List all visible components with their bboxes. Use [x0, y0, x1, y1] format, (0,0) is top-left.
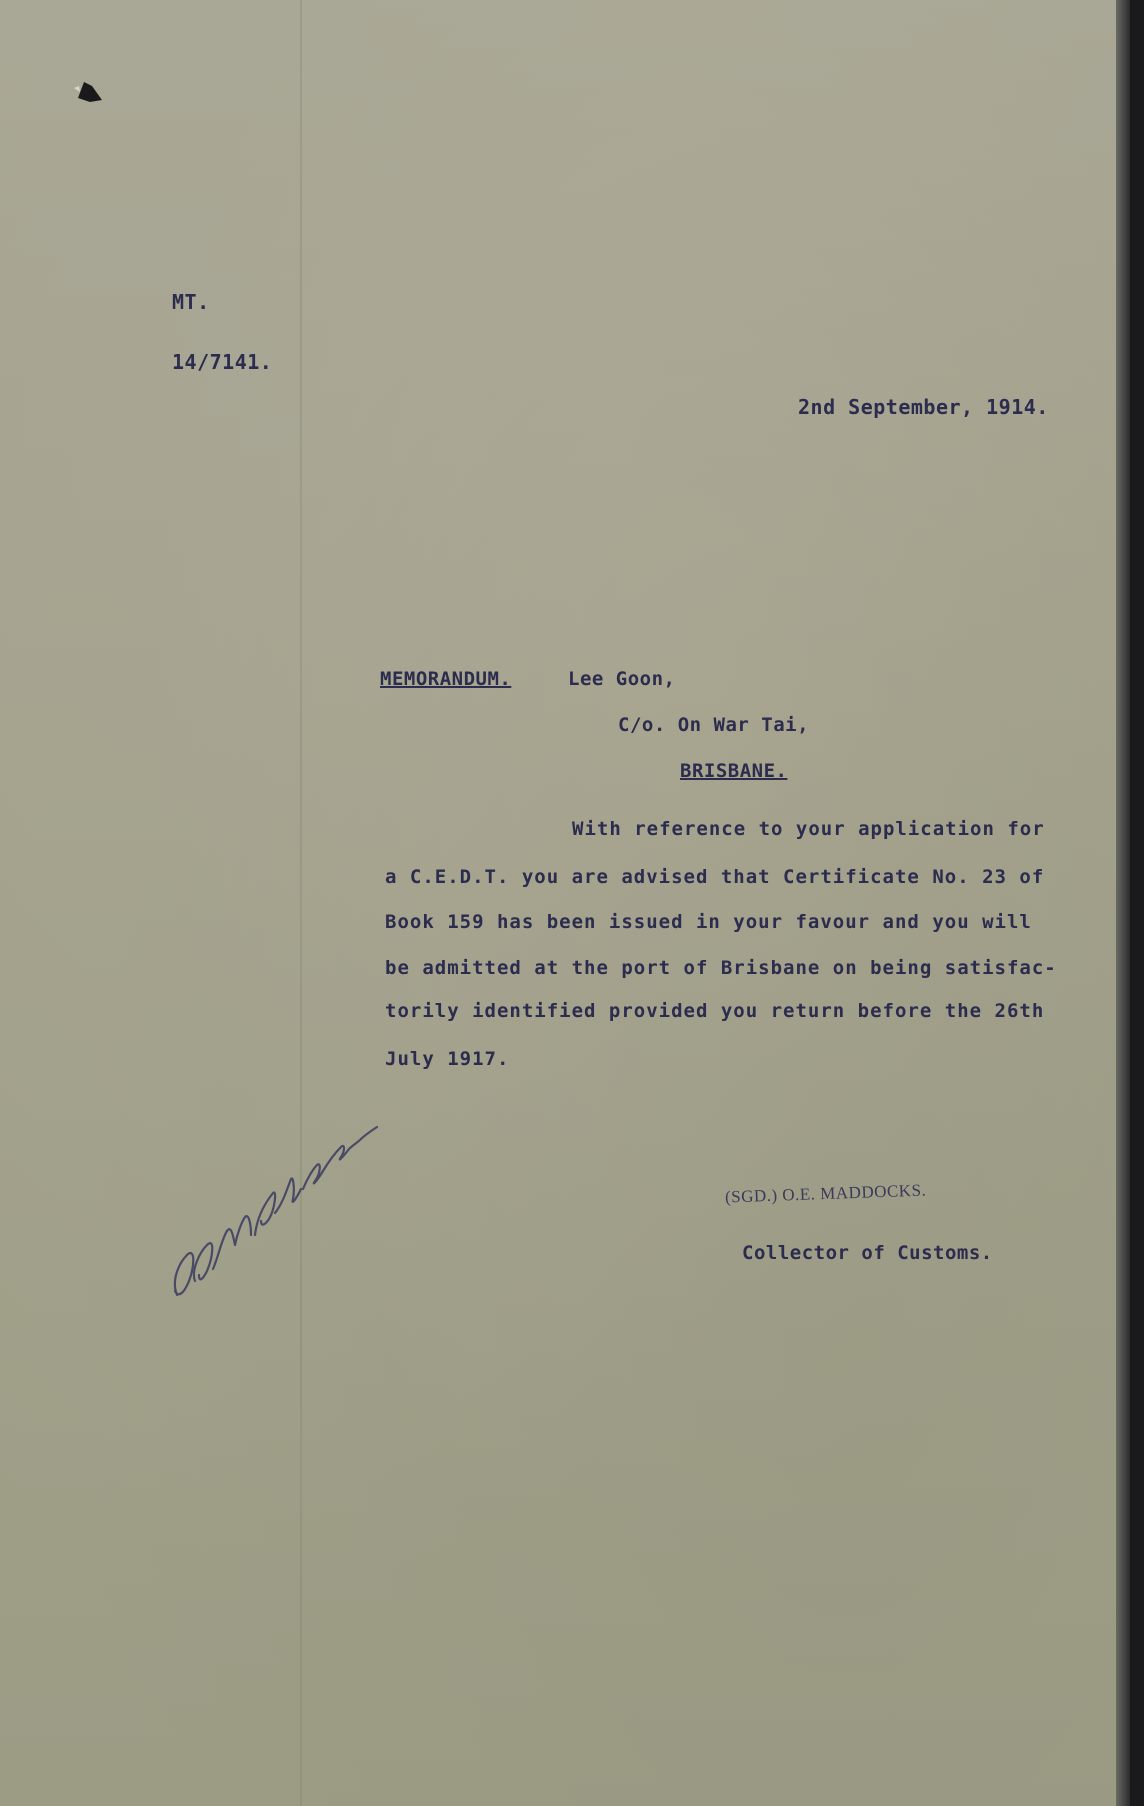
body-line-5: torily identified provided you return before the 26th — [385, 1000, 1045, 1022]
body-line-1: With reference to your application for — [572, 818, 1045, 840]
body-line-4: be admitted at the port of Brisbane on being satisfac- — [385, 957, 1057, 979]
signatory-title: Collector of Customs. — [742, 1242, 993, 1264]
body-line-2: a C.E.D.T. you are advised that Certificate No. 23 of — [385, 866, 1045, 888]
recipient-name: Lee Goon, — [568, 668, 676, 690]
fold-crease — [300, 0, 302, 1806]
body-line-3: Book 159 has been issued in your favour and you will — [385, 911, 1032, 933]
recipient-city: BRISBANE. — [680, 760, 788, 782]
handwritten-signature — [165, 1085, 385, 1305]
recipient-care-of: C/o. On War Tai, — [618, 714, 810, 736]
memo-heading: MEMORANDUM. — [380, 668, 512, 690]
paper-tear-mark — [70, 76, 110, 110]
memo-date: 2nd September, 1914. — [798, 395, 1049, 419]
signature-stamp: (SGD.) O.E. MADDOCKS. — [724, 1180, 927, 1207]
body-line-6: July 1917. — [385, 1048, 510, 1070]
reference-code: MT. — [172, 290, 210, 314]
page-edge-shadow — [1116, 0, 1130, 1806]
file-number: 14/7141. — [172, 350, 273, 374]
